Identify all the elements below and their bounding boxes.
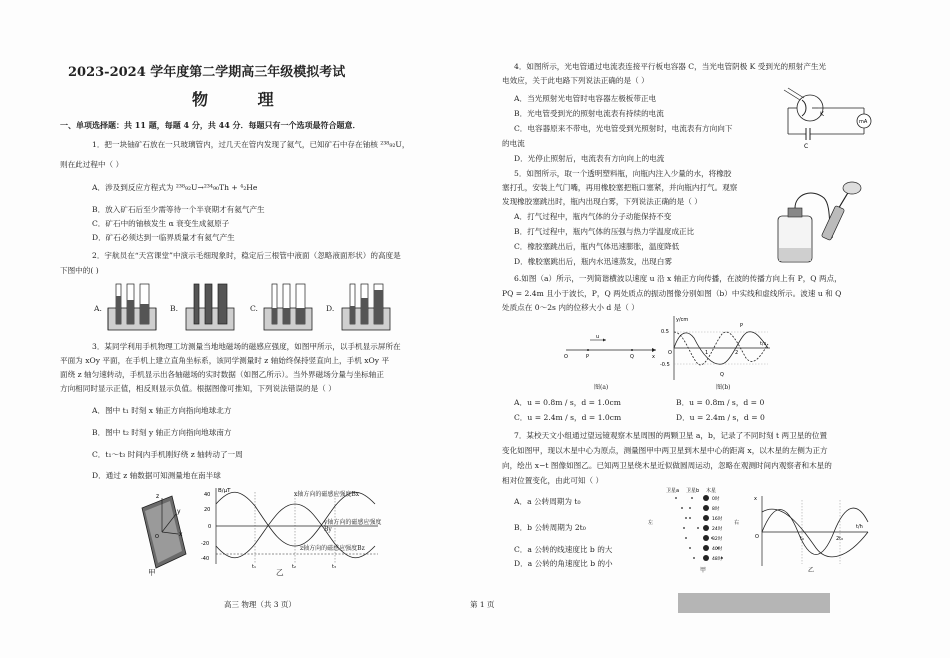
q4-stem-1: 4．如图所示，光电管通过电流表连接平行板电容器 C，当光电管阴极 K 受到光的照射产生光 xyxy=(514,62,827,71)
q7-time-16: 16时 xyxy=(712,517,723,522)
q7-graph-o: O xyxy=(755,534,759,540)
q3-phone-figure xyxy=(120,488,200,578)
q7-fig-yi: 乙 xyxy=(808,567,815,574)
q7-graph-t0: t₀ xyxy=(800,536,804,542)
q3-ylabel: B/μT xyxy=(218,488,231,494)
q6-figure-a xyxy=(560,330,660,370)
q3-fig-jia: 甲 xyxy=(148,568,156,577)
q2-capillary-figures xyxy=(100,282,410,334)
q6a-label-q: Q xyxy=(630,354,634,360)
q7-xt-graph xyxy=(752,492,872,570)
q7-label-sat-b: 卫星b xyxy=(686,488,700,494)
q3-tick-40: 40 xyxy=(204,492,211,498)
phone-axis-x: x xyxy=(179,531,183,538)
q7-graph-x: x xyxy=(754,496,757,502)
q3-option-c: C．t₁～t₃ 时间内手机刚好绕 z 轴转动了一周 xyxy=(92,450,243,459)
q2-figure-c xyxy=(264,284,312,330)
q7-label-left: 左 xyxy=(648,520,654,526)
q1-option-a: A．涉及到反应方程式为 ²³⁸₉₂U→²³⁴₉₀Th + ⁴₂He xyxy=(92,183,258,192)
q6-fig-b-caption: 图(b) xyxy=(716,384,731,391)
q5-option-a: A．打气过程中，瓶内气体的分子动能保持不变 xyxy=(514,212,672,221)
phone-axis-z: z xyxy=(156,493,160,500)
footer-page: 第 1 页 xyxy=(470,600,495,609)
q5-option-b: B．打气过程中，瓶内气体的压强与热力学温度成正比 xyxy=(514,227,695,236)
q4-option-b: B．光电管受到光的照射电流表有持续的电流 xyxy=(514,109,664,118)
q3-stem-3: 面绕 z 轴匀速转动，手机显示出各轴磁场的实时数据（如图乙所示）。当外界磁场分量与坐标轴正 xyxy=(60,370,384,379)
q6b-label-q: Q xyxy=(720,372,724,378)
q1-option-d: D．矿石必须达到一临界质量才有氦气产生 xyxy=(92,233,235,242)
q6-option-d: D．u = 2.4m / s，d = 0 xyxy=(676,413,765,422)
section-heading: 一、单项选择题：共 11 题，每题 4 分，共 44 分．每题只有一个选项最符合题意． xyxy=(60,120,361,130)
q7-option-c: C．a 公转的线速度比 b 的大 xyxy=(514,545,613,554)
exam-title: 2023-2024 学年度第二学期高三年级模拟考试 xyxy=(68,65,346,80)
q7-time-48: 48时 xyxy=(712,557,723,562)
q6b-label-p: P xyxy=(740,323,744,329)
q3-t1: t₁ xyxy=(252,564,256,570)
q7-observation-figure xyxy=(646,484,746,580)
q4-label-ma: mA xyxy=(859,119,868,125)
q2-label-d: D. xyxy=(326,304,335,313)
q6b-tick-2: 2 xyxy=(735,350,739,356)
q1-stem: 1．把一块铀矿石放在一只玻璃管内，过几天在管内发现了氦气，已知矿石中存在铀核 ²³⁸₉₂U， xyxy=(92,140,410,149)
q3-stem-4: 方向相同时显示正值，相反则显示负值。根据图像可推知，下列说法错误的是（ ） xyxy=(60,384,336,393)
q2-figure-b xyxy=(186,284,234,330)
q6a-label-x: x xyxy=(652,354,655,360)
q7-time-0: 0时 xyxy=(712,497,720,502)
q6b-tick-pos: 0.5 xyxy=(661,329,669,335)
q6-option-b: B．u = 0.8m / s，d = 0 xyxy=(676,398,765,407)
q4-label-c: C xyxy=(804,143,809,148)
q4-circuit-figure xyxy=(780,86,880,148)
subject-title: 物 理 xyxy=(192,90,296,109)
q7-time-24: 24时 xyxy=(712,527,723,532)
q3-legend-z: z轴方向的磁感应强度Bz xyxy=(300,545,365,552)
q3-legend-x: x轴方向的磁感应强度Bx xyxy=(294,491,360,498)
q5-stem-2: 塞打孔，安装上气门嘴，再用橡胶塞把瓶口塞紧，并向瓶内打气。观察 xyxy=(502,183,738,192)
q4-option-c-cont: 的电流 xyxy=(502,139,525,148)
q3-stem-1: 3．某同学利用手机物理工坊测量当地地磁场的磁感应强度，如图甲所示，以手机显示屏所在 xyxy=(92,342,401,351)
q6b-tick-neg: -0.5 xyxy=(660,362,670,368)
footer-left: 高三 物理（共 3 页） xyxy=(224,600,296,609)
q6b-tick-1: 1 xyxy=(705,350,709,356)
q7-graph-2t0: 2t₀ xyxy=(836,536,844,542)
q2-label-a: A. xyxy=(94,304,102,313)
q3-t2: t₂ xyxy=(292,564,296,570)
q6b-xlabel: t/s xyxy=(760,341,767,347)
q6b-ylabel: y/cm xyxy=(676,317,689,323)
q2-stem: 2．宇航员在“天宫课堂”中演示毛细现象时，稳定后三根管中液面（忽略液面形状）的高度是 xyxy=(92,251,401,260)
q1-option-c: C．矿石中的铀核发生 α 衰变生成氦原子 xyxy=(92,219,230,228)
q7-fig-jia: 甲 xyxy=(700,567,707,574)
q7-stem-1: 7．某校天文小组通过望远镜观察木星周围的两颗卫星 a，b，记录了不同时刻 t 两卫星的位置 xyxy=(514,431,828,440)
q6-figure-b xyxy=(660,314,772,386)
q4-option-d: D．光停止照射后，电流表有方向向上的电流 xyxy=(514,154,665,163)
q4-label-k: K xyxy=(820,111,824,118)
q7-label-jupiter: 木星 xyxy=(706,488,717,494)
q3-option-a: A．图中 t₁ 时刻 x 轴正方向指向地球北方 xyxy=(92,406,232,415)
q1-stem-cont: 则在此过程中（ ） xyxy=(60,160,124,169)
q6a-label-u: u xyxy=(596,334,600,340)
q6-option-c: C．u = 2.4m / s，d = 1.0cm xyxy=(514,413,622,422)
q7-option-b: B．b 公转周期为 2t₀ xyxy=(514,523,586,532)
q3-t3: t₃ xyxy=(332,564,336,570)
q5-option-c: C．橡胶塞跳出后，瓶内气体迅速膨胀，温度降低 xyxy=(514,242,680,251)
q3-tick-20: 20 xyxy=(204,507,211,513)
q7-curve-b xyxy=(762,509,868,557)
q3-option-b: B．图中 t₂ 时刻 y 轴正方向指向地球南方 xyxy=(92,428,232,437)
q7-time-40: 40时 xyxy=(712,547,723,552)
q1-option-b: B．放入矿石后至少需等待一个半衰期才有氦气产生 xyxy=(92,205,265,214)
q5-option-d: D．橡胶塞跳出后，瓶内水迅速蒸发，出现白雾 xyxy=(514,257,672,266)
q6-option-a: A．u = 0.8m / s，d = 1.0cm xyxy=(514,398,621,407)
q7-graph-t: t/h xyxy=(856,524,863,530)
q3-tick-n20: -20 xyxy=(201,541,210,547)
q5-bottle-figure xyxy=(772,176,872,266)
q2-figure-a xyxy=(108,284,156,330)
q3-stem-2: 平面为 xOy 平面，在手机上建立直角坐标系，该同学测量时 z 轴始终保持竖直向上，手机 xOy 平 xyxy=(60,356,390,365)
q3-option-d: D．通过 z 轴数据可知测量地在南半球 xyxy=(92,471,221,480)
q7-time-8: 8时 xyxy=(712,507,720,512)
q3-legend-y: y轴方向的磁感应强度By xyxy=(324,519,382,533)
q2-label-b: B. xyxy=(170,304,178,313)
q7-curve-a xyxy=(762,508,868,554)
q5-stem-3: 发现橡胶塞跳出时，瓶内出现白雾，下列说法正确的是（ ） xyxy=(502,197,702,206)
q6-stem-1: 6.如图（a）所示，一列简谐横波以速度 u 沿 x 轴正方向传播，在波的传播方向上有 P，Q 两点， xyxy=(514,274,842,283)
q4-option-c: C．电容器原来不带电，光电管受到光照射时，电流表有方向向下 xyxy=(514,124,733,133)
redaction-bar xyxy=(678,593,830,613)
q3-tick-n40: -40 xyxy=(201,556,210,562)
q7-label-right: 右 xyxy=(734,520,740,526)
q7-stem-3: 向，绘出 x−t 图像如图乙。已知两卫星绕木星近似做圆周运动，忽略在观测时间内观察者和木星的 xyxy=(502,461,832,470)
q4-option-a: A．当光照射光电管时电容器左极板带正电 xyxy=(514,94,657,103)
q6-stem-2: PQ = 2.4m 且小于波长，P，Q 两处质点的振动图像分别如图（b）中实线和虚线所示。波速 u 和 Q xyxy=(502,289,842,298)
q6-stem-3: 处质点在 0～2s 内的位移大小 d 是（ ） xyxy=(502,303,639,312)
q7-option-d: D．a 公转的角速度比 b 的小 xyxy=(514,559,613,568)
phone-axis-y: y xyxy=(177,508,181,515)
q5-stem-1: 5．如图所示，取一个透明塑料瓶，向瓶内注入少量的水，将橡胶 xyxy=(514,169,732,178)
q6-fig-a-caption: 图(a) xyxy=(594,384,609,391)
q7-stem-4: 相对位置变化，由此可知（ ） xyxy=(502,476,604,485)
q7-stem-2: 变化如图甲，现以木星中心为原点，测量图甲中两卫星到木星中心的距离 x，以木星的左侧为正方 xyxy=(502,446,828,455)
q6a-label-p: P xyxy=(586,354,590,360)
q3-fig-yi: 乙 xyxy=(276,568,284,577)
q2-stem-cont: 下图中的( ) xyxy=(60,266,99,275)
q6b-curve-q xyxy=(674,332,768,365)
q6b-origin: O xyxy=(668,350,672,356)
q7-time-32: 32时 xyxy=(712,537,723,542)
q6a-label-o: O xyxy=(564,354,568,360)
q2-figure-d xyxy=(342,284,390,330)
q7-option-a: A．a 公转周期为 t₀ xyxy=(514,497,581,506)
q2-label-c: C. xyxy=(250,304,258,313)
q4-stem-2: 电效应，关于此电路下列说法正确的是（ ） xyxy=(502,76,649,85)
q7-label-sat-a: 卫星a xyxy=(666,488,680,494)
q3-tick-0: 0 xyxy=(208,524,212,530)
phone-origin: O xyxy=(155,534,159,540)
